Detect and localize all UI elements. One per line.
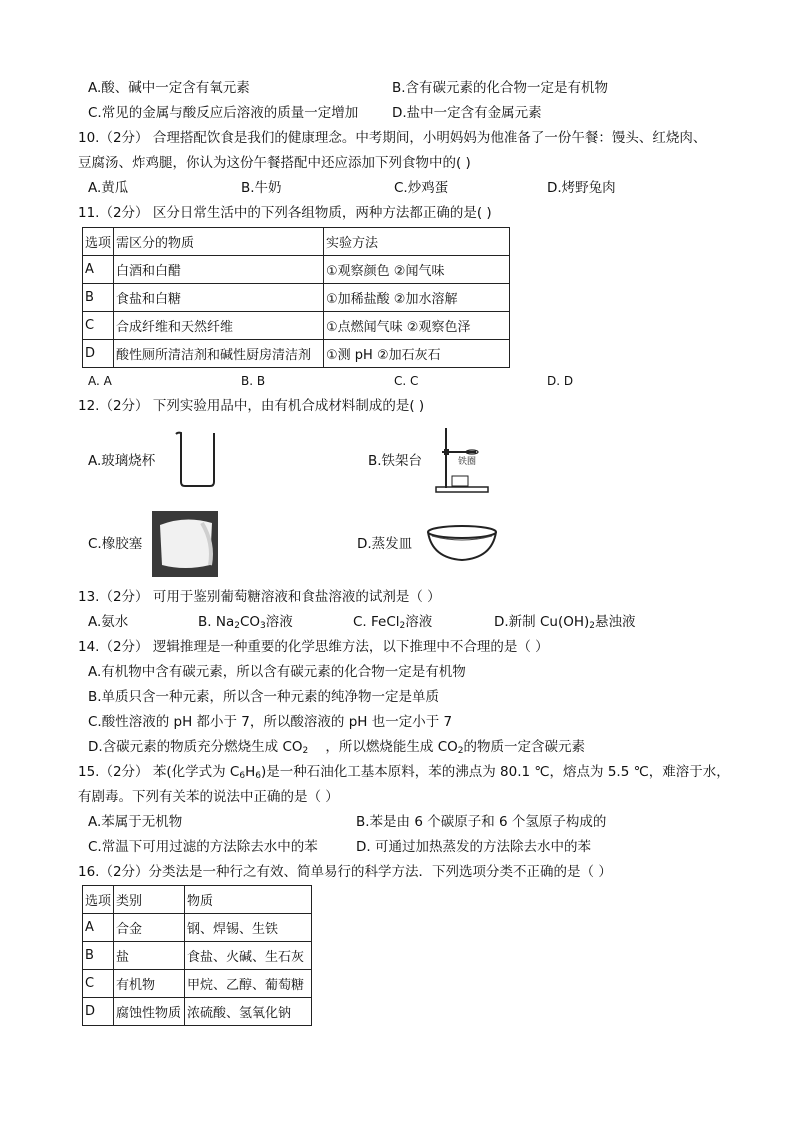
- iron-stand-icon: [432, 424, 494, 494]
- q13-option-c-text: C. FeCl: [353, 614, 400, 630]
- table-cell: ①测 pH ②加石灰石: [324, 340, 510, 368]
- q11-table: [82, 227, 510, 368]
- q12-option-a: A.玻璃烧杯: [88, 453, 156, 469]
- table-cell: C: [83, 970, 114, 998]
- q14-option-c: C.酸性溶液的 pH 都小于 7，所以酸溶液的 pH 也一定小于 7: [88, 714, 453, 730]
- table-cell: ①点燃闻气味 ②观察色泽: [324, 312, 510, 340]
- q13-option-b: [198, 613, 293, 631]
- q14-option-d-text: 的物质一定含碳元素: [463, 739, 586, 755]
- q15-stem-text: 15.（2分） 苯(化学式为 C: [78, 764, 240, 780]
- subscript: 2: [234, 621, 240, 631]
- q14-option-b: B.单质只含一种元素，所以含一种元素的纯净物一定是单质: [88, 689, 440, 705]
- q11-option-c: C. C: [394, 374, 419, 388]
- table-row: [83, 340, 510, 368]
- table-cell: B: [83, 284, 114, 312]
- table-header-cell: 选项: [83, 228, 114, 256]
- q9-option-a: A.酸、碱中一定含有氧元素: [88, 80, 250, 96]
- q10-option-c: C.炒鸡蛋: [394, 180, 449, 196]
- rubber-stopper-image: [152, 511, 218, 577]
- q11-option-a: A. A: [88, 374, 112, 388]
- q16-table: [82, 885, 312, 1026]
- q10-option-a: A.黄瓜: [88, 180, 129, 196]
- table-row: [83, 886, 312, 914]
- table-row: [83, 970, 312, 998]
- q9-option-c: C.常见的金属与酸反应后溶液的质量一定增加: [88, 105, 359, 121]
- table-header-cell: 需区分的物质: [114, 228, 324, 256]
- table-cell: 白酒和白醋: [114, 256, 324, 284]
- table-cell: 钢、焊锡、生铁: [185, 914, 312, 942]
- subscript: 2: [399, 621, 406, 631]
- q13-option-a: A.氨水: [88, 614, 129, 630]
- table-cell: 甲烷、乙醇、葡萄糖: [185, 970, 312, 998]
- q13-stem: 13.（2分） 可用于鉴别葡萄糖溶液和食盐溶液的试剂是（ ）: [78, 589, 441, 605]
- q15-stem-line1: [78, 763, 730, 781]
- table-cell: D: [83, 340, 114, 368]
- table-cell: 有机物: [114, 970, 185, 998]
- table-header-cell: 实验方法: [324, 228, 510, 256]
- table-row: [83, 228, 510, 256]
- q9-option-b: B.含有碳元素的化合物一定是有机物: [392, 80, 609, 96]
- table-cell: 酸性厕所清洁剂和碱性厨房清洁剂: [114, 340, 324, 368]
- subscript: 2: [457, 746, 464, 756]
- q15-option-b: B.苯是由 6 个碳原子和 6 个氢原子构成的: [356, 814, 607, 830]
- q11-option-d: D. D: [547, 374, 574, 388]
- table-cell: 盐: [114, 942, 185, 970]
- subscript: 2: [589, 621, 596, 631]
- q9-option-d: D.盐中一定含有金属元素: [392, 105, 542, 121]
- table-cell: B: [83, 942, 114, 970]
- table-cell: C: [83, 312, 114, 340]
- table-header-cell: 物质: [185, 886, 312, 914]
- table-cell: 食盐和白糖: [114, 284, 324, 312]
- table-row: [83, 284, 510, 312]
- q14-stem: 14.（2分） 逻辑推理是一种重要的化学思维方法，以下推理中不合理的是（ ）: [78, 639, 549, 655]
- q16-stem: 16.（2分）分类法是一种行之有效、简单易行的科学方法．下列选项分类不正确的是（ ）: [78, 864, 612, 880]
- q14-option-d: [88, 738, 585, 756]
- q14-option-d-text: D.含碳元素的物质充分燃烧生成 CO: [88, 739, 303, 755]
- table-cell: 腐蚀性物质: [114, 998, 185, 1026]
- table-cell: 浓硫酸、氢氧化钠: [185, 998, 312, 1026]
- q13-option-d-text: D.新制 Cu(OH): [494, 614, 590, 630]
- q15-option-d: D. 可通过加热蒸发的方法除去水中的苯: [356, 839, 591, 855]
- table-cell: D: [83, 998, 114, 1026]
- evaporating-dish-icon: [426, 524, 498, 564]
- table-cell: ①加稀盐酸 ②加水溶解: [324, 284, 510, 312]
- glass-beaker-icon: [174, 430, 220, 488]
- q11-option-b: B. B: [241, 374, 266, 388]
- table-cell: 食盐、火碱、生石灰: [185, 942, 312, 970]
- q15-stem-text: )是一种石油化工基本原料，苯的沸点为 80.1 ℃，熔点为 5.5 ℃，难溶于水，: [260, 764, 730, 780]
- table-cell: 合成纤维和天然纤维: [114, 312, 324, 340]
- q15-stem-text: H: [245, 764, 256, 780]
- q14-option-a: A.有机物中含有碳元素，所以含有碳元素的化合物一定是有机物: [88, 664, 466, 680]
- q12-option-b: B.铁架台: [368, 453, 423, 469]
- q13-option-d: [494, 613, 636, 631]
- q12-option-d: D.蒸发皿: [357, 536, 413, 552]
- subscript: 3: [260, 621, 266, 631]
- subscript: 6: [239, 771, 246, 781]
- table-row: [83, 312, 510, 340]
- q12-option-c: C.橡胶塞: [88, 536, 143, 552]
- table-cell: 合金: [114, 914, 185, 942]
- q15-option-a: A.苯属于无机物: [88, 814, 183, 830]
- q13-option-b-text: B. Na: [198, 614, 235, 630]
- q13-option-d-text: 悬浊液: [595, 614, 636, 630]
- q15-stem-line2: 有剧毒。下列有关苯的说法中正确的是（ ）: [78, 789, 339, 805]
- subscript: 6: [255, 771, 261, 781]
- table-header-cell: 类别: [114, 886, 185, 914]
- q10-stem-line2: 豆腐汤、炸鸡腿，你认为这份午餐搭配中还应添加下列食物中的( ): [78, 155, 471, 171]
- table-header-cell: 选项: [83, 886, 114, 914]
- q12-stem: 12.（2分） 下列实验用品中，由有机合成材料制成的是( ): [78, 398, 425, 414]
- subscript: 2: [302, 746, 309, 756]
- table-cell: A: [83, 256, 114, 284]
- table-row: [83, 942, 312, 970]
- table-cell: ①观察颜色 ②闻气味: [324, 256, 510, 284]
- table-row: [83, 256, 510, 284]
- table-cell: A: [83, 914, 114, 942]
- iron-ring-label: 铁圈: [458, 457, 477, 467]
- q13-option-b-text: 溶液: [265, 614, 293, 630]
- q13-option-c: [353, 613, 432, 631]
- q10-option-b: B.牛奶: [241, 180, 282, 196]
- q13-option-c-text: 溶液: [405, 614, 433, 630]
- table-row: [83, 914, 312, 942]
- q10-option-d: D.烤野兔肉: [547, 180, 616, 196]
- q14-option-d-text: ，所以燃烧能生成 CO: [308, 739, 458, 755]
- q15-option-c: C.常温下可用过滤的方法除去水中的苯: [88, 839, 318, 855]
- q10-stem-line1: 10.（2分） 合理搭配饮食是我们的健康理念。中考期间，小明妈妈为他准备了一份午餐：馒头、红烧肉、: [78, 130, 707, 146]
- q13-option-b-text: CO: [239, 614, 261, 630]
- q11-stem: 11.（2分） 区分日常生活中的下列各组物质，两种方法都正确的是( ): [78, 205, 492, 221]
- table-row: [83, 998, 312, 1026]
